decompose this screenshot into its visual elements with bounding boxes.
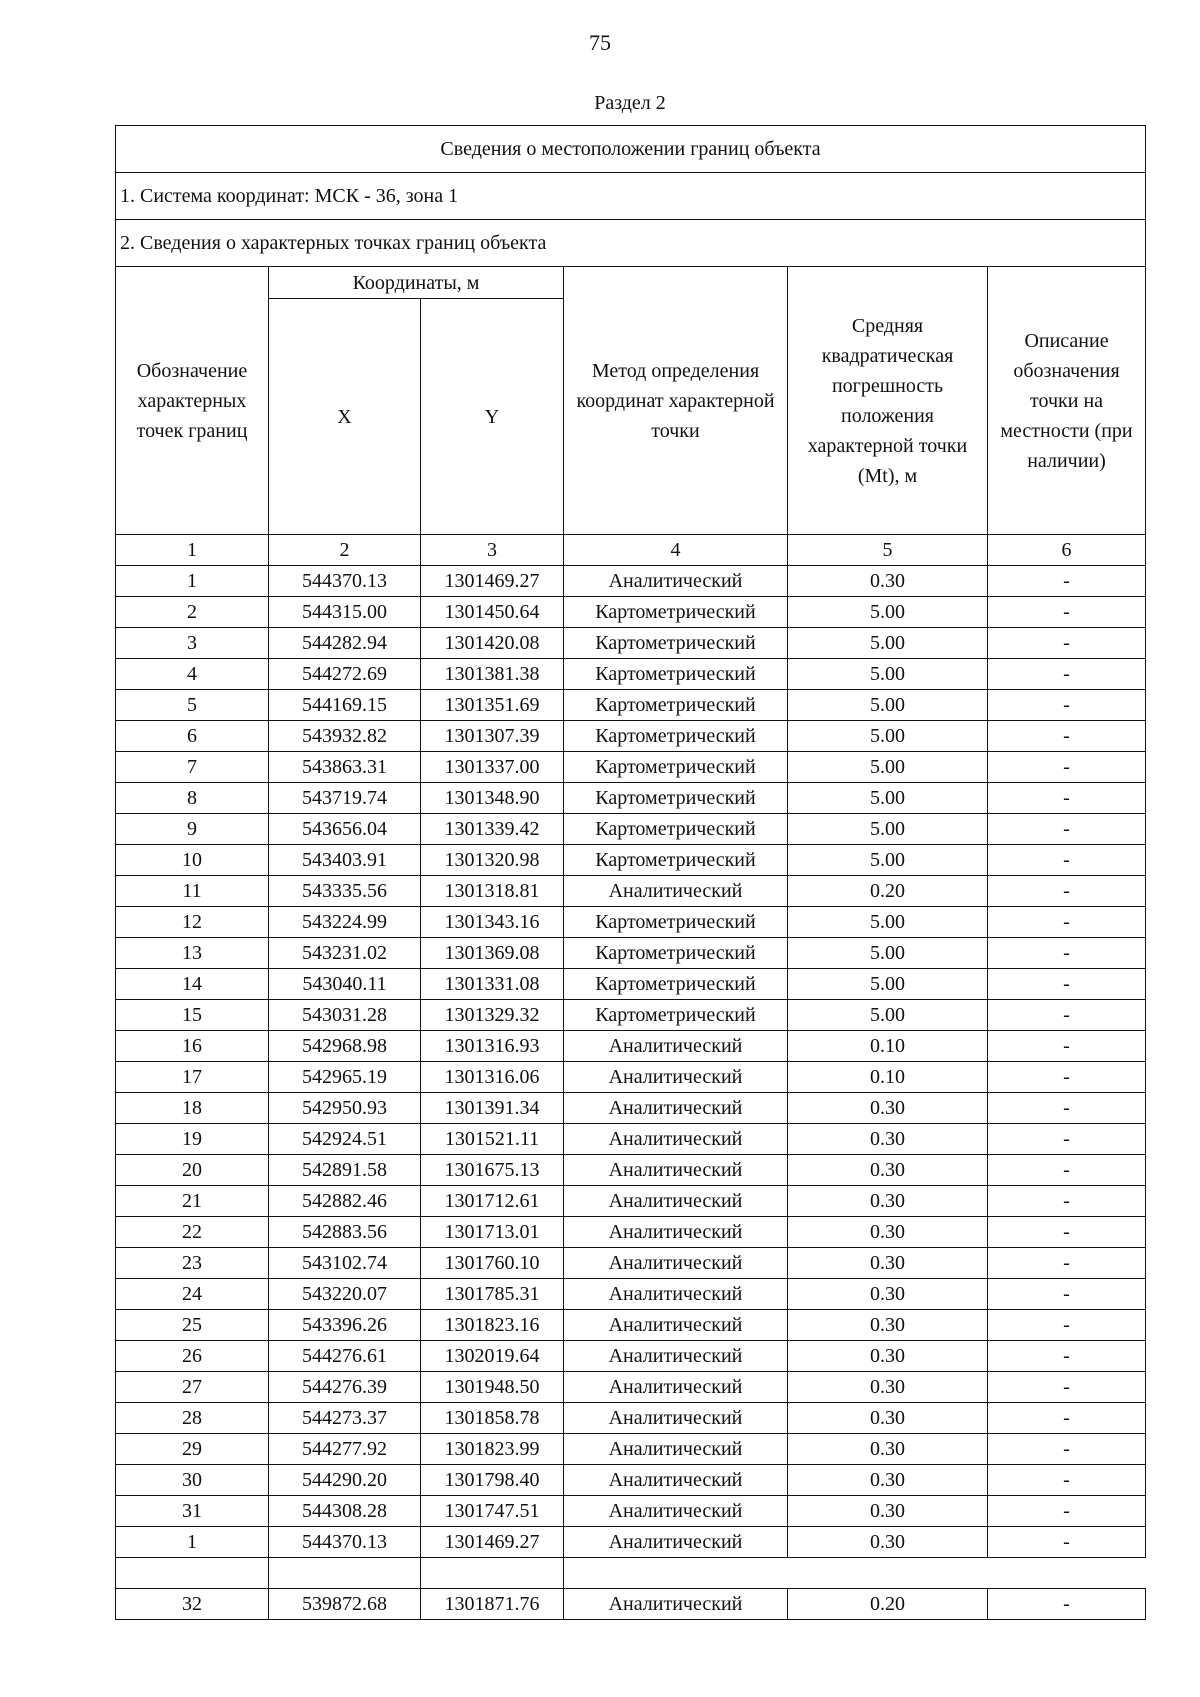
table-row [116, 814, 1146, 845]
point-number: 10 [116, 845, 269, 876]
method: Аналитический [564, 1248, 788, 1279]
mean-error: 0.30 [788, 1341, 988, 1372]
method: Аналитический [564, 1031, 788, 1062]
mean-error: 5.00 [788, 845, 988, 876]
point-number: 23 [116, 1248, 269, 1279]
description: - [988, 1000, 1146, 1031]
description: - [988, 783, 1146, 814]
coord-y: 1301339.42 [421, 814, 564, 845]
description: - [988, 690, 1146, 721]
table-row [116, 1000, 1146, 1031]
coord-x: 543102.74 [269, 1248, 421, 1279]
mean-error: 5.00 [788, 628, 988, 659]
method: Аналитический [564, 1310, 788, 1341]
coord-y: 1301331.08 [421, 969, 564, 1000]
coord-x: 542882.46 [269, 1186, 421, 1217]
point-number: 20 [116, 1155, 269, 1186]
method: Аналитический [564, 1217, 788, 1248]
coord-y: 1301381.38 [421, 659, 564, 690]
blank-cell [116, 1558, 269, 1589]
coord-x: 544370.13 [269, 1527, 421, 1558]
mean-error: 5.00 [788, 938, 988, 969]
coord-y: 1301337.00 [421, 752, 564, 783]
method: Картометрический [564, 1000, 788, 1031]
mean-error: 5.00 [788, 659, 988, 690]
coord-y: 1301760.10 [421, 1248, 564, 1279]
description: - [988, 1310, 1146, 1341]
coord-x: 543396.26 [269, 1310, 421, 1341]
coord-y: 1301316.06 [421, 1062, 564, 1093]
table-row [116, 1403, 1146, 1434]
table-row [116, 1589, 1146, 1620]
description: - [988, 1186, 1146, 1217]
table-row [116, 1124, 1146, 1155]
coord-x: 542968.98 [269, 1031, 421, 1062]
table-row [116, 1279, 1146, 1310]
method: Картометрический [564, 659, 788, 690]
point-number: 17 [116, 1062, 269, 1093]
description: - [988, 969, 1146, 1000]
method: Аналитический [564, 1589, 788, 1620]
description: - [988, 1248, 1146, 1279]
method: Картометрический [564, 814, 788, 845]
mean-error: 5.00 [788, 783, 988, 814]
column-number: 2 [269, 535, 421, 566]
mean-error: 5.00 [788, 721, 988, 752]
point-number: 15 [116, 1000, 269, 1031]
point-number: 1 [116, 566, 269, 597]
coord-y: 1301823.99 [421, 1434, 564, 1465]
table-row [116, 1031, 1146, 1062]
mean-error: 0.30 [788, 1372, 988, 1403]
coord-y: 1301320.98 [421, 845, 564, 876]
coord-y: 1301391.34 [421, 1093, 564, 1124]
point-number: 28 [116, 1403, 269, 1434]
coord-y: 1301521.11 [421, 1124, 564, 1155]
table-title: Сведения о местоположении границ объекта [116, 126, 1146, 173]
coord-x: 543719.74 [269, 783, 421, 814]
table-row [116, 907, 1146, 938]
coord-y: 1301713.01 [421, 1217, 564, 1248]
point-number: 1 [116, 1527, 269, 1558]
header-y: Y [421, 299, 564, 535]
point-number: 19 [116, 1124, 269, 1155]
section-label: Раздел 2 [594, 92, 666, 114]
method: Картометрический [564, 907, 788, 938]
description: - [988, 628, 1146, 659]
method: Аналитический [564, 1403, 788, 1434]
coord-y: 1301307.39 [421, 721, 564, 752]
table-row [116, 845, 1146, 876]
point-number: 12 [116, 907, 269, 938]
mean-error: 0.30 [788, 1465, 988, 1496]
table-row [116, 1248, 1146, 1279]
table-row [116, 1372, 1146, 1403]
coord-x: 544277.92 [269, 1434, 421, 1465]
coord-x: 543040.11 [269, 969, 421, 1000]
point-number: 11 [116, 876, 269, 907]
description: - [988, 907, 1146, 938]
description: - [988, 1465, 1146, 1496]
header-coords: Координаты, м [269, 267, 564, 299]
table-row [116, 1310, 1146, 1341]
coord-x: 544282.94 [269, 628, 421, 659]
mean-error: 0.30 [788, 1248, 988, 1279]
description: - [988, 814, 1146, 845]
point-number: 16 [116, 1031, 269, 1062]
column-number: 6 [988, 535, 1146, 566]
method: Картометрический [564, 938, 788, 969]
point-number: 6 [116, 721, 269, 752]
header-point: Обозначение характерных точек границ [116, 267, 269, 535]
point-number: 9 [116, 814, 269, 845]
mean-error: 0.10 [788, 1062, 988, 1093]
coord-x: 544308.28 [269, 1496, 421, 1527]
coord-y: 1301675.13 [421, 1155, 564, 1186]
coord-x: 543932.82 [269, 721, 421, 752]
table-row [116, 1062, 1146, 1093]
blank-cell [421, 1558, 564, 1589]
point-number: 22 [116, 1217, 269, 1248]
coord-y: 1301871.76 [421, 1589, 564, 1620]
description: - [988, 1062, 1146, 1093]
column-number: 5 [788, 535, 988, 566]
coord-y: 1302019.64 [421, 1341, 564, 1372]
coord-y: 1301712.61 [421, 1186, 564, 1217]
coord-y: 1301369.08 [421, 938, 564, 969]
coord-y: 1301798.40 [421, 1465, 564, 1496]
point-number: 2 [116, 597, 269, 628]
method: Аналитический [564, 1465, 788, 1496]
method: Картометрический [564, 845, 788, 876]
coord-x: 544273.37 [269, 1403, 421, 1434]
column-number: 3 [421, 535, 564, 566]
coord-x: 542924.51 [269, 1124, 421, 1155]
description: - [988, 845, 1146, 876]
point-number: 4 [116, 659, 269, 690]
method: Картометрический [564, 690, 788, 721]
coord-x: 542965.19 [269, 1062, 421, 1093]
coord-x: 543335.56 [269, 876, 421, 907]
coord-y: 1301450.64 [421, 597, 564, 628]
coord-x: 544290.20 [269, 1465, 421, 1496]
coord-x: 544315.00 [269, 597, 421, 628]
mean-error: 0.30 [788, 1186, 988, 1217]
column-number-row [116, 535, 1146, 566]
mean-error: 0.30 [788, 566, 988, 597]
table-row [116, 659, 1146, 690]
description: - [988, 1496, 1146, 1527]
column-number: 1 [116, 535, 269, 566]
table-row [116, 1155, 1146, 1186]
mean-error: 0.30 [788, 1310, 988, 1341]
description: - [988, 721, 1146, 752]
coord-x: 544276.39 [269, 1372, 421, 1403]
table-row [116, 1527, 1146, 1558]
coord-y: 1301948.50 [421, 1372, 564, 1403]
mean-error: 5.00 [788, 752, 988, 783]
table-row [116, 938, 1146, 969]
coord-x: 543656.04 [269, 814, 421, 845]
coord-x: 544272.69 [269, 659, 421, 690]
point-number: 32 [116, 1589, 269, 1620]
mean-error: 0.30 [788, 1527, 988, 1558]
mean-error: 0.30 [788, 1434, 988, 1465]
method: Аналитический [564, 1124, 788, 1155]
mean-error: 0.30 [788, 1217, 988, 1248]
coord-x: 544276.61 [269, 1341, 421, 1372]
description: - [988, 876, 1146, 907]
table-row [116, 1465, 1146, 1496]
point-number: 8 [116, 783, 269, 814]
point-number: 5 [116, 690, 269, 721]
description: - [988, 938, 1146, 969]
table-row [116, 1186, 1146, 1217]
description: - [988, 1279, 1146, 1310]
table-row [116, 1434, 1146, 1465]
coord-x: 543863.31 [269, 752, 421, 783]
coord-x: 543031.28 [269, 1000, 421, 1031]
table-row [116, 783, 1146, 814]
method: Аналитический [564, 1155, 788, 1186]
description: - [988, 1217, 1146, 1248]
point-number: 30 [116, 1465, 269, 1496]
coord-y: 1301747.51 [421, 1496, 564, 1527]
blank-cell [269, 1558, 421, 1589]
point-number: 31 [116, 1496, 269, 1527]
coord-y: 1301343.16 [421, 907, 564, 938]
method: Картометрический [564, 752, 788, 783]
mean-error: 5.00 [788, 1000, 988, 1031]
header-x: X [269, 299, 421, 535]
mean-error: 0.10 [788, 1031, 988, 1062]
method: Картометрический [564, 597, 788, 628]
coord-y: 1301351.69 [421, 690, 564, 721]
coord-y: 1301420.08 [421, 628, 564, 659]
table-row [116, 752, 1146, 783]
coord-y: 1301469.27 [421, 566, 564, 597]
coord-y: 1301329.32 [421, 1000, 564, 1031]
description: - [988, 1372, 1146, 1403]
coord-x: 544169.15 [269, 690, 421, 721]
table-row [116, 721, 1146, 752]
point-number: 21 [116, 1186, 269, 1217]
method: Картометрический [564, 628, 788, 659]
table-row [116, 566, 1146, 597]
mean-error: 0.20 [788, 1589, 988, 1620]
point-number: 7 [116, 752, 269, 783]
table-row [116, 876, 1146, 907]
coord-y: 1301823.16 [421, 1310, 564, 1341]
point-number: 24 [116, 1279, 269, 1310]
mean-error: 0.30 [788, 1279, 988, 1310]
method: Картометрический [564, 783, 788, 814]
point-number: 27 [116, 1372, 269, 1403]
mean-error: 5.00 [788, 969, 988, 1000]
description: - [988, 1527, 1146, 1558]
coord-x: 543403.91 [269, 845, 421, 876]
coord-system: 1. Система координат: МСК - 36, зона 1 [116, 173, 1146, 220]
description: - [988, 659, 1146, 690]
table-row [116, 1496, 1146, 1527]
mean-error: 0.30 [788, 1496, 988, 1527]
mean-error: 0.20 [788, 876, 988, 907]
boundary-table [115, 125, 1146, 1620]
method: Аналитический [564, 566, 788, 597]
method: Аналитический [564, 1279, 788, 1310]
mean-error: 0.30 [788, 1403, 988, 1434]
method: Картометрический [564, 969, 788, 1000]
coord-x: 542950.93 [269, 1093, 421, 1124]
coord-x: 543231.02 [269, 938, 421, 969]
description: - [988, 1434, 1146, 1465]
description: - [988, 1589, 1146, 1620]
method: Аналитический [564, 876, 788, 907]
table-row [116, 1217, 1146, 1248]
description: - [988, 1155, 1146, 1186]
point-number: 14 [116, 969, 269, 1000]
method: Аналитический [564, 1062, 788, 1093]
method: Аналитический [564, 1434, 788, 1465]
method: Аналитический [564, 1496, 788, 1527]
description: - [988, 597, 1146, 628]
description: - [988, 752, 1146, 783]
point-number: 18 [116, 1093, 269, 1124]
description: - [988, 566, 1146, 597]
header-error: Средняя квадратическая погрешность положения характерной точки (Mt), м [788, 267, 988, 535]
mean-error: 0.30 [788, 1093, 988, 1124]
description: - [988, 1031, 1146, 1062]
method: Аналитический [564, 1372, 788, 1403]
table-row [116, 1093, 1146, 1124]
method: Аналитический [564, 1341, 788, 1372]
point-number: 29 [116, 1434, 269, 1465]
mean-error: 5.00 [788, 597, 988, 628]
coord-y: 1301469.27 [421, 1527, 564, 1558]
mean-error: 5.00 [788, 690, 988, 721]
column-number: 4 [564, 535, 788, 566]
table-row [116, 969, 1146, 1000]
table-row [116, 1341, 1146, 1372]
coord-x: 542891.58 [269, 1155, 421, 1186]
table-row [116, 628, 1146, 659]
coord-y: 1301348.90 [421, 783, 564, 814]
method: Аналитический [564, 1186, 788, 1217]
coord-y: 1301785.31 [421, 1279, 564, 1310]
coord-y: 1301316.93 [421, 1031, 564, 1062]
description: - [988, 1093, 1146, 1124]
mean-error: 0.30 [788, 1155, 988, 1186]
description: - [988, 1124, 1146, 1155]
point-number: 26 [116, 1341, 269, 1372]
mean-error: 0.30 [788, 1124, 988, 1155]
coord-x: 543224.99 [269, 907, 421, 938]
header-method: Метод определения координат характерной точки [564, 267, 788, 535]
header-description: Описание обозначения точки на местности (при наличии) [988, 267, 1146, 535]
method: Аналитический [564, 1093, 788, 1124]
mean-error: 5.00 [788, 814, 988, 845]
blank-separator-row [116, 1558, 1146, 1589]
table-row [116, 690, 1146, 721]
coord-x: 544370.13 [269, 566, 421, 597]
blank-cell [564, 1558, 1146, 1589]
point-number: 3 [116, 628, 269, 659]
points-heading: 2. Сведения о характерных точках границ объекта [116, 220, 1146, 267]
method: Аналитический [564, 1527, 788, 1558]
coord-x: 542883.56 [269, 1217, 421, 1248]
table-row [116, 597, 1146, 628]
coord-x: 539872.68 [269, 1589, 421, 1620]
page-number: 75 [589, 30, 611, 55]
point-number: 25 [116, 1310, 269, 1341]
description: - [988, 1403, 1146, 1434]
mean-error: 5.00 [788, 907, 988, 938]
description: - [988, 1341, 1146, 1372]
method: Картометрический [564, 721, 788, 752]
coord-y: 1301318.81 [421, 876, 564, 907]
point-number: 13 [116, 938, 269, 969]
coord-y: 1301858.78 [421, 1403, 564, 1434]
coord-x: 543220.07 [269, 1279, 421, 1310]
